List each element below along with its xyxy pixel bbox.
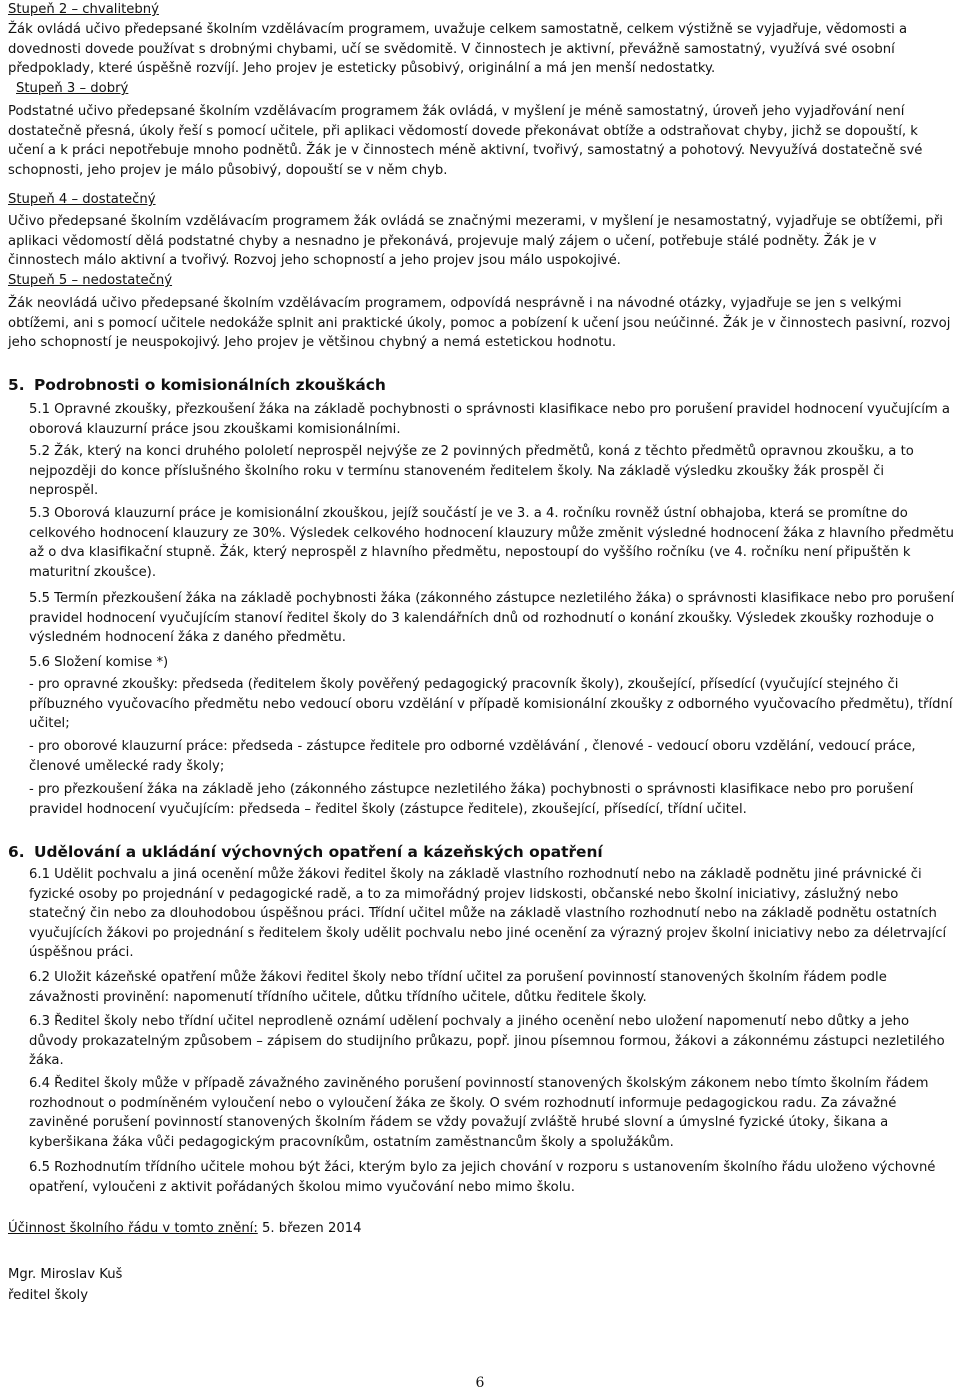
- section-5-heading: [8, 376, 952, 396]
- section-5-6-item-b: - pro oborové klauzurní práce: předseda - zástupce ředitele pro odborné vzdělávání , členové - vedoucí oboru vzdělání, vedoucí práce, členové umělecké rady školy;: [29, 739, 916, 774]
- grade-5-text: Žák neovládá učivo předepsané školním vzdělávacím programem, odpovídá nesprávně i na návodné otázky, vyjadřuje se jen s velkými obtížemi, ani s pomocí učitele nedokáže splnit ani praktické úkoly, pomoc a pobízení k učení jsou neúčinné. Žák je v činnostech pasivní, rozvoj jeho schopností je neuspokojivý. Jeho projev je většinou chybný a nemá estetickou hodnotu.: [8, 296, 951, 350]
- grade-4-heading: Stupeň 4 – dostatečný: [8, 192, 156, 207]
- section-5-number: 5.: [8, 376, 25, 394]
- signer-role: ředitel školy: [8, 1288, 88, 1303]
- signer-name: Mgr. Miroslav Kuš: [8, 1267, 123, 1282]
- page-number: 6: [475, 1375, 485, 1391]
- section-6-1: 6.1 Udělit pochvalu a jiná ocenění může žákovi ředitel školy na základě vlastního rozhodnutí nebo na základě podnětu jiné právnické či fyzické osoby po projednání v pedagogické radě, a to za mimořádný projev lidskosti, občanské nebo školní iniciativy, záslužný nebo statečný čin nebo za dlouhodobou úspěšnou práci. Třídní učitel může na základě vlastního rozhodnutí nebo na základě podnětu ostatních vyučujících žákovi po projednání s ředitelem školy udělit pochvalu nebo jiné ocenění za výrazný projev školní iniciativy nebo za déletrvající úspěšnou práci.: [29, 867, 947, 960]
- grade-2-heading: Stupeň 2 – chvalitebný: [8, 2, 159, 17]
- section-6-heading: [8, 843, 952, 863]
- section-5-6-item-c: - pro přezkoušení žáka na základě jeho (zákonného zástupce nezletilého žáka) pochybnosti o správnosti klasifikace nebo pro porušení pravidel hodnocení vyučujícím: předseda – ředitel školy (zástupce ředitele), zkoušející, přísedící, třídní učitel.: [29, 782, 914, 817]
- section-5-1: 5.1 Opravné zkoušky, přezkoušení žáka na základě pochybnosti o správnosti klasifikace nebo pro porušení pravidel hodnocení vyučujícím a oborová klauzurní práce jsou zkouškami komisionálními.: [29, 402, 950, 437]
- grade-2-text: Žák ovládá učivo předepsané školním vzdělávacím programem, uvažuje celkem samostatně, celkem výstižně se vyjadřuje, vědomosti a dovednosti dovede používat s drobnými chybami, učí se svědomitě. V činnostech je aktivní, převážně samostatný, využívá své osobní předpoklady, které úspěšně rozvíjí. Jeho projev je esteticky působivý, originální a má jen menší nedostatky.: [8, 22, 908, 76]
- section-5-6-title: 5.6 Složení komise *): [29, 655, 169, 670]
- grade-3-text: Podstatné učivo předepsané školním vzdělávacím programem žák ovládá, v myšlení je méně samostatný, úroveň jeho vyjadřování není dostatečně přesná, úkoly řeší s pomocí učitele, při aplikaci vědomostí dovede překonávat obtíže a odstraňovat chyby, jichž se dopouští, k učení a k práci nepotřebuje mnoho podnětů. Žák je v činnostech méně aktivní, tvořivý, samostatný a pohotový. Nevyužívá dostatečně své schopnosti, jeho projev je málo působivý, dopouští se v něm chyb.: [8, 104, 923, 178]
- section-6-5: 6.5 Rozhodnutím třídního učitele mohou být žáci, kterým bylo za jejich chování v rozporu s ustanovením školního řádu uloženo výchovné opatření, vyloučeni z aktivit pořádaných školou mimo vyučování nebo mimo školu.: [29, 1160, 936, 1195]
- section-6-3: 6.3 Ředitel školy nebo třídní učitel neprodleně oznámí udělení pochvaly a jiného ocenění nebo uložení napomenutí nebo důtky a jeho důvody prokazatelným způsobem – zápisem do studijního průkazu, popř. jinou písemnou formou, žákovi a zákonnému zástupci nezletilého žáka.: [29, 1014, 945, 1068]
- validity-date: 5. březen 2014: [262, 1221, 362, 1236]
- grade-3-heading: Stupeň 3 – dobrý: [16, 81, 129, 96]
- validity-label: Účinnost školního řádu v tomto znění:: [8, 1221, 258, 1236]
- validity-line: [8, 1219, 952, 1239]
- section-5-5: 5.5 Termín přezkoušení žáka na základě pochybnosti žáka (zákonného zástupce nezletilého žáka) o správnosti klasifikace nebo pro porušení pravidel hodnocení vyučujícím stanoví ředitel školy do 3 kalendářních dnů od rozhodnutí o konání zkoušky. Výsledek zkoušky rozhoduje o výsledném hodnocení žáka z daného předmětu.: [29, 591, 955, 645]
- section-5-3: 5.3 Oborová klauzurní práce je komisionální zkouškou, jejíž součástí je ve 3. a 4. ročníku rovněž ústní obhajoba, která se promítne do celkového hodnocení klauzury ze 30%. Výsledek celkového hodnocení klauzury může změnit výsledné hodnocení žáka z hlavního předmětu až o dva klasifikační stupně. Žák, který neprospěl z hlavního předmětu, nepostoupí do vyššího ročníku (ve 4. ročníku není připuštěn k maturitní zkoušce).: [29, 506, 955, 580]
- section-6-4: 6.4 Ředitel školy může v případě závažného zaviněného porušení povinností stanovených školským zákonem nebo tímto školním řádem rozhodnout o podmíněném vyloučení nebo o vyloučení žáka ze školy. O svém rozhodnutí informuje pedagogickou radu. Za závažné zaviněné porušení povinností stanovených školním řádem se vždy považují zvláště hrubé slovní a úmyslné fyzické útoky, šikana a kyberšikana žáka vůči pedagogickým pracovníkům, ostatním zaměstnancům školy a spolužákům.: [29, 1076, 929, 1150]
- section-6-number: 6.: [8, 843, 25, 861]
- section-5-2: 5.2 Žák, který na konci druhého pololetí neprospěl nejvýše ze 2 povinných předmětů, koná z těchto předmětů opravnou zkoušku, a to nejpozději do konce příslušného školního roku v termínu stanoveném ředitelem školy. Na základě výsledku zkoušky žák prospěl či neprospěl.: [29, 444, 914, 498]
- section-5-6-item-a: - pro opravné zkoušky: předseda (ředitelem školy pověřený pedagogický pracovník školy), zkoušející, přísedící (vyučující stejného či příbuzného vyučovacího předmětu nebo vedoucí oboru vzdělání v případě komisionální zkoušky z odborného vyučovacího předmětu), třídní učitel;: [29, 677, 953, 731]
- section-6-title: Udělování a ukládání výchovných opatření a kázeňských opatření: [34, 843, 603, 861]
- section-5-title: Podrobnosti o komisionálních zkouškách: [34, 376, 386, 394]
- grade-5-heading: Stupeň 5 – nedostatečný: [8, 273, 173, 288]
- grade-4-text: Učivo předepsané školním vzdělávacím programem žák ovládá se značnými mezerami, v myšlení je nesamostatný, vyjadřuje se obtížemi, při aplikaci vědomostí dělá podstatné chyby a nesnadno je překonává, projevuje malý zájem o učení, potřebuje stálé podněty. Žák je v činnostech málo aktivní a tvořivý. Rozvoj jeho schopností a jeho projev jsou málo uspokojivé.: [8, 214, 943, 268]
- section-6-2: 6.2 Uložit kázeňské opatření může žákovi ředitel školy nebo třídní učitel za porušení povinností stanovených školním řádem podle závažnosti provinění: napomenutí třídního učitele, důtku třídního učitele, důtku ředitele školy.: [29, 970, 887, 1005]
